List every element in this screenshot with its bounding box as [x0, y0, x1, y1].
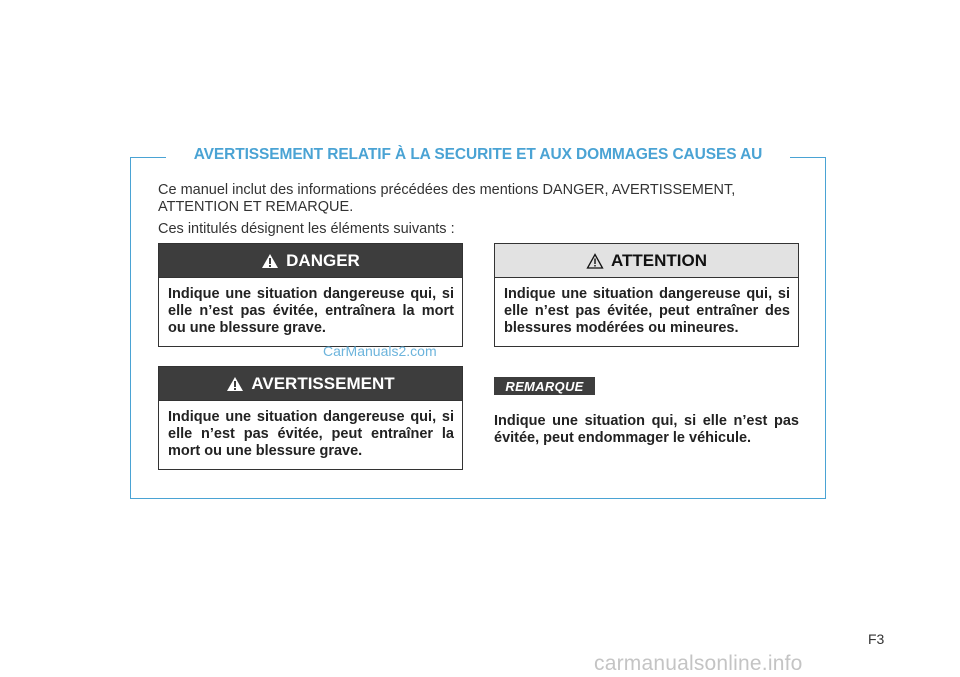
danger-box [158, 243, 463, 347]
warning-triangle-outline-icon [586, 253, 604, 269]
warning-triangle-filled-icon [261, 253, 279, 269]
remarque-text: Indique une situation qui, si elle n’est pas évitée, peut endommager le véhicule. [494, 413, 799, 446]
attention-label: ATTENTION [610, 250, 707, 270]
avertissement-box [158, 366, 463, 470]
avertissement-label: AVERTISSEMENT [251, 373, 395, 393]
watermark: CarManuals2.com [323, 343, 437, 359]
danger-header [159, 244, 462, 278]
section-title: AVERTISSEMENT RELATIF À LA SECURITE ET AUX DOMMAGES CAUSES AU [193, 146, 763, 163]
attention-box [494, 243, 799, 347]
attention-text: Indique une situation dangereuse qui, si elle n’est pas évitée, peut entraîner des blessures modérées ou mineures. [504, 286, 790, 336]
danger-label: DANGER [286, 250, 360, 270]
warning-triangle-filled-icon [226, 376, 244, 392]
danger-text: Indique une situation dangereuse qui, si elle n’est pas évitée, entraînera la mort ou une blessure grave. [168, 286, 454, 336]
avertissement-text: Indique une situation dangereuse qui, si elle n’est pas évitée, peut entraîner la mort ou une blessure grave. [168, 409, 454, 459]
intro-text [158, 182, 818, 238]
attention-header [495, 244, 798, 278]
avertissement-header [159, 367, 462, 401]
remarque-badge: REMARQUE [494, 377, 595, 395]
page-number: F3 [868, 631, 885, 647]
intro-line-1: Ce manuel inclut des informations précédées des mentions DANGER, AVERTISSEMENT, ATTENTION ET REMARQUE. [158, 182, 736, 215]
footer-watermark: carmanualsonline.info [594, 652, 803, 675]
intro-line-2: Ces intitulés désignent les éléments suivants : [158, 221, 455, 237]
